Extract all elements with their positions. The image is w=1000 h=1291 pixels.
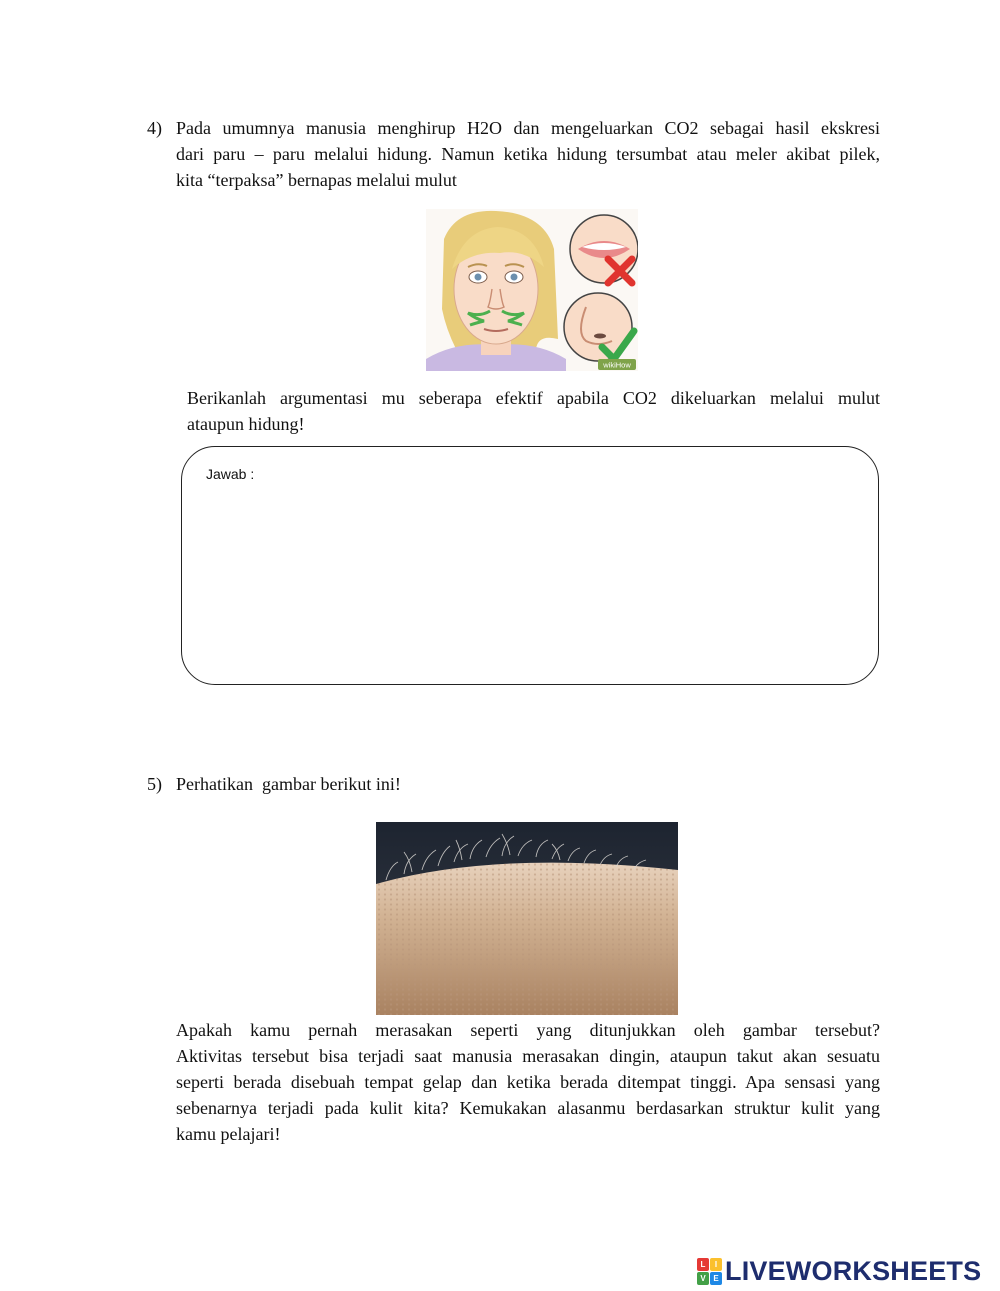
prompt-line: sebenarnya terjadi pada kulit kita? Kemukakan alasanmu berdasarkan struktur kulit yang (176, 1098, 880, 1118)
logo-text: LIVEWORKSHEETS (725, 1255, 982, 1286)
answer-label: Jawab : (206, 466, 255, 482)
logo-letter: V (697, 1272, 709, 1285)
question-5-number: 5) (147, 774, 162, 794)
logo-letter: L (697, 1258, 709, 1271)
watermark: wikiHow (603, 360, 631, 370)
question-5-text: Perhatikan gambar berikut ini! (176, 774, 401, 794)
prompt-line: Berikanlah argumentasi mu seberapa efektif apabila CO2 dikeluarkan melalui mulut (187, 388, 880, 408)
question-4-line: dari paru – paru melalui hidung. Namun ketika hidung tersumbat atau meler akibat pilek, (176, 144, 880, 164)
prompt-line: seperti berada disebuah tempat gelap dan ketika berada ditempat tinggi. Apa sensasi yang (176, 1072, 880, 1092)
question-4-text (176, 115, 880, 193)
question-4-prompt (187, 385, 880, 437)
question-4-number: 4) (147, 118, 162, 138)
prompt-line: Apakah kamu pernah merasakan seperti yang ditunjukkan oleh gambar tersebut? (176, 1020, 880, 1040)
logo-letter: E (710, 1272, 722, 1285)
question-4-line: kita “terpaksa” bernapas melalui mulut (176, 170, 457, 190)
liveworksheets-logo (697, 1256, 981, 1286)
question-4-line: Pada umumnya manusia menghirup H2O dan mengeluarkan CO2 sebagai hasil ekskresi (176, 118, 880, 138)
question-5-prompt (176, 1017, 880, 1147)
logo-letter: I (710, 1258, 722, 1271)
nose-breathing-illustration (426, 209, 638, 371)
goosebumps-skin-photo (376, 822, 678, 1015)
prompt-line: ataupun hidung! (187, 414, 305, 434)
prompt-line: kamu pelajari! (176, 1124, 281, 1144)
prompt-line: Aktivitas tersebut bisa terjadi saat manusia merasakan dingin, ataupun takut akan sesuatu (176, 1046, 880, 1066)
logo-mark-icon (697, 1258, 721, 1284)
answer-box[interactable] (181, 446, 879, 685)
